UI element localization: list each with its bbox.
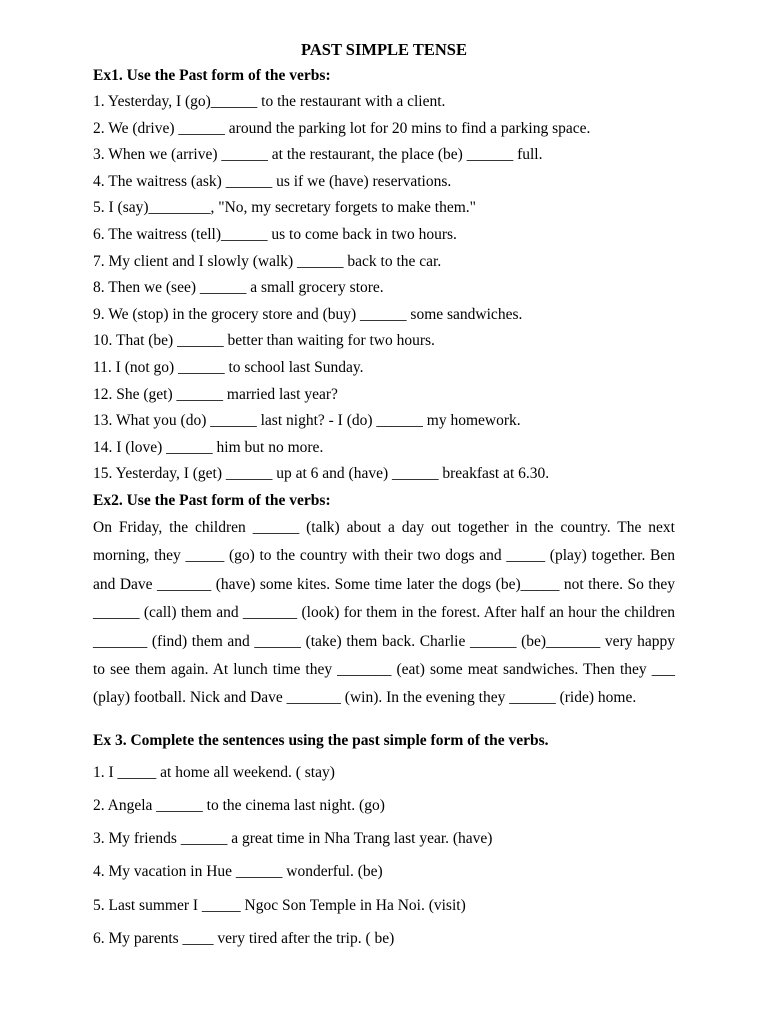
ex1-item: 6. The waitress (tell)______ us to come back in two hours. xyxy=(93,225,457,243)
ex1-item: 2. We (drive) ______ around the parking lot for 20 mins to find a parking space. xyxy=(93,119,591,137)
worksheet-page xyxy=(93,38,675,955)
ex1-item: 15. Yesterday, I (get) ______ up at 6 and (have) ______ breakfast at 6.30. xyxy=(93,465,550,483)
ex1-item: 1. Yesterday, I (go)______ to the restaurant with a client. xyxy=(93,93,446,110)
ex1-item: 12. She (get) ______ married last year? xyxy=(93,385,338,403)
ex1-heading: Ex1. Use the Past form of the verbs: xyxy=(93,67,331,84)
ex1-item: 13. What you (do) ______ last night? - I (do) ______ my homework. xyxy=(93,412,521,430)
ex1-item: 11. I (not go) ______ to school last Sunday. xyxy=(93,358,364,376)
ex1-list xyxy=(93,89,675,488)
ex3-heading: Ex 3. Complete the sentences using the past simple form of the verbs. xyxy=(93,731,549,749)
ex1-item: 3. When we (arrive) ______ at the restaurant, the place (be) ______ full. xyxy=(93,146,543,164)
ex1-item: 5. I (say)________, "No, my secretary forgets to make them." xyxy=(93,199,476,217)
ex1-item: 4. The waitress (ask) ______ us if we (have) reservations. xyxy=(93,172,452,190)
ex1-item: 10. That (be) ______ better than waiting for two hours. xyxy=(93,332,435,350)
ex3-list xyxy=(93,756,675,955)
page-title: PAST SIMPLE TENSE xyxy=(301,40,467,59)
ex3-item: 4. My vacation in Hue ______ wonderful. (be) xyxy=(93,863,383,881)
ex3-item: 5. Last summer I _____ Ngoc Son Temple in Ha Noi. (visit) xyxy=(93,896,466,914)
ex2-heading: Ex2. Use the Past form of the verbs: xyxy=(93,491,331,509)
ex2-paragraph: On Friday, the children ______ (talk) about a day out together in the country. The next morning, they _____ (go) to the country with their two dogs and _____ (play) together. Ben and Dave _______ (have) some kites. Some time later the dogs (be)_____ not there. So they ______ (call) them and _______ (look) for them in the forest. After half an hour the children _______ (find) them and ______ (take) them back. Charlie ______ (be)_______ very happy to see them again. At lunch time they _______ (eat) some meat sandwiches. Then they ___ (play) football. Nick and Dave _______ (win). In the evening they ______ (ride) home. xyxy=(93,518,675,707)
ex3-item: 6. My parents ____ very tired after the trip. ( be) xyxy=(93,929,395,947)
ex3-item: 1. I _____ at home all weekend. ( stay) xyxy=(93,763,335,781)
ex3-item: 2. Angela ______ to the cinema last night. (go) xyxy=(93,796,385,814)
ex3-item: 3. My friends ______ a great time in Nha Trang last year. (have) xyxy=(93,830,493,848)
ex1-item: 14. I (love) ______ him but no more. xyxy=(93,438,324,456)
ex1-item: 7. My client and I slowly (walk) ______ back to the car. xyxy=(93,252,442,270)
ex1-item: 9. We (stop) in the grocery store and (buy) ______ some sandwiches. xyxy=(93,305,523,323)
ex1-item: 8. Then we (see) ______ a small grocery store. xyxy=(93,279,384,297)
